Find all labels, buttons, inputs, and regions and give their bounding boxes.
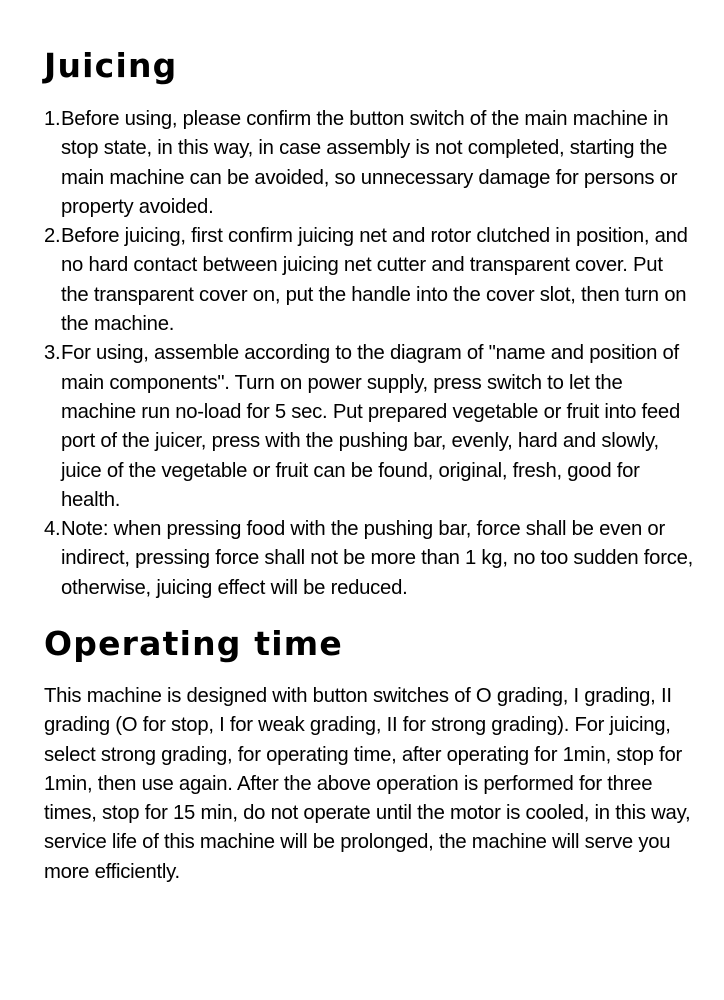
juicing-step-2 — [44, 222, 694, 339]
juicing-steps-list — [44, 105, 694, 603]
step-number: 4. — [44, 518, 61, 541]
step-number: 1. — [44, 108, 61, 130]
juicing-step-1 — [44, 105, 694, 222]
juicing-step-4 — [44, 515, 694, 603]
operating-time-paragraph: This machine is designed with button switches of O grading, I grading, II grading (O for stop, I for weak grading, II for strong grading). For juicing, select strong grading, for operating time, after operating for 1min, stop for 1min, then use again. After the above operation is performed for three times, stop for 15 min, do not operate until the motor is cooled, in this way, service life of this machine will be prolonged, the machine will serve you more efficiently. — [44, 685, 691, 883]
step-text: Before using, please confirm the button switch of the main machine in stop state, in this way, in case assembly is not completed, starting the main machine can be avoided, so unnecessary damage for persons or property avoided. — [61, 108, 678, 218]
step-text: Before juicing, first confirm juicing net and rotor clutched in position, and no hard contact between juicing net cutter and transparent cover. Put the transparent cover on, put the handle into the cover slot, then turn on the machine. — [61, 225, 688, 336]
step-text: Note: when pressing food with the pushing bar, force shall be even or indirect, pressing force shall not be more than 1 kg, no too sudden force, otherwise, juicing effect will be reduced. — [61, 518, 694, 599]
juicing-step-3 — [44, 339, 694, 515]
step-text: For using, assemble according to the diagram of "name and position of main components". Turn on power supply, press switch to let the machine run no-load for 5 sec. Put prepared vegetable or fruit into feed port of the juicer, press with the pushing bar, evenly, hard and slowly, juice of the vegetable or fruit can be found, original, fresh, good for health. — [61, 342, 680, 511]
step-number: 2. — [44, 225, 61, 248]
step-number: 3. — [44, 342, 61, 365]
juicing-heading: Juicing — [44, 46, 178, 85]
operating-time-heading: Operating time — [44, 624, 343, 663]
